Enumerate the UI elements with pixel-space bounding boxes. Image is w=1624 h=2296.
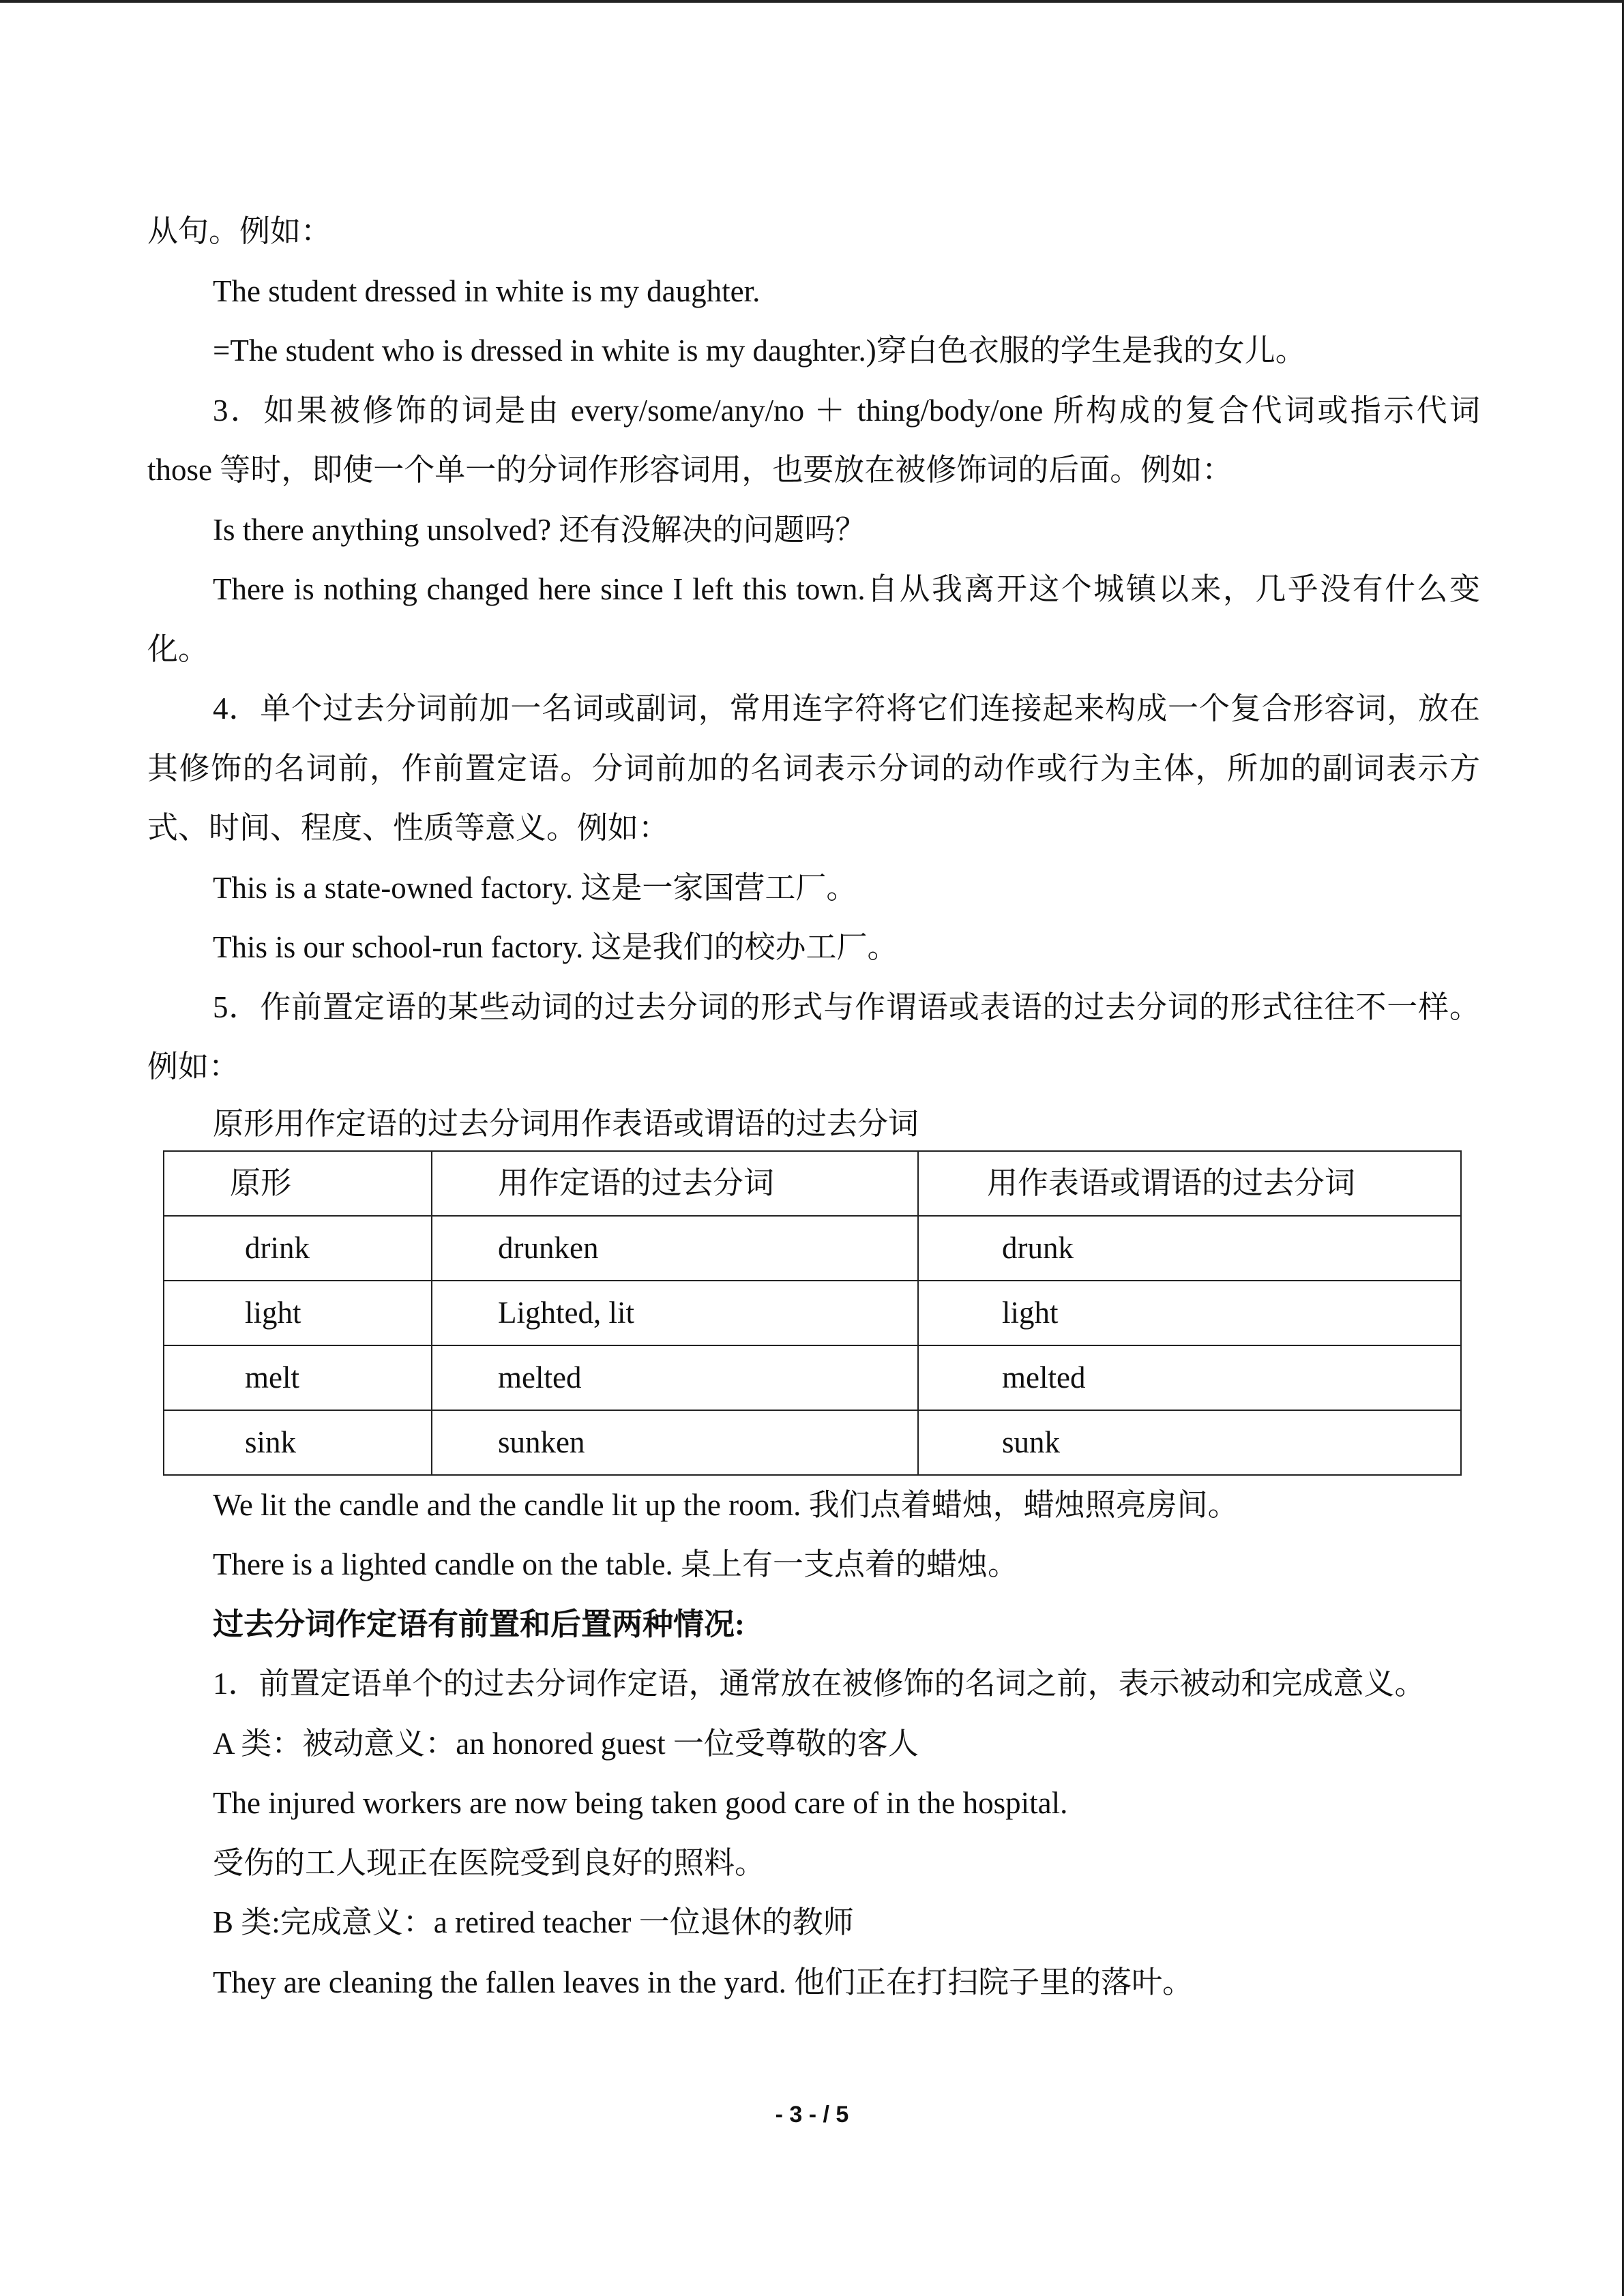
- table-header-row: [164, 1151, 1461, 1216]
- table-cell: melt: [164, 1345, 432, 1410]
- table-cell: Lighted, lit: [432, 1281, 918, 1345]
- table-header-cell: 用作表语或谓语的过去分词: [918, 1151, 1461, 1216]
- section-heading: 过去分词作定语有前置和后置两种情况:: [213, 1607, 745, 1641]
- paragraph: 受伤的工人现正在医院受到良好的照料。: [213, 1845, 766, 1880]
- table-cell: light: [164, 1281, 432, 1345]
- page-number: - 3 - / 5: [775, 2102, 849, 2128]
- paragraph: There is nothing changed here since I left this town.自从我离开这个城镇以来，几乎没有什么变化。: [147, 572, 1480, 666]
- table-cell: melted: [432, 1345, 918, 1410]
- paragraph: 5．作前置定语的某些动词的过去分词的形式与作谓语或表语的过去分词的形式往往不一样。例如：: [147, 989, 1480, 1084]
- paragraph: The injured workers are now being taken good care of in the hospital.: [213, 1786, 1068, 1820]
- paragraph: A 类：被动意义：an honored guest 一位受尊敬的客人: [213, 1726, 919, 1761]
- table-row: [164, 1281, 1461, 1345]
- paragraph: 4．单个过去分词前加一名词或副词，常用连字符将它们连接起来构成一个复合形容词，放在其修饰的名词前，作前置定语。分词前加的名词表示分词的动作或行为主体，所加的副词表示方式、时间、程度、性质等意义。例如：: [147, 691, 1480, 845]
- document-page: [147, 202, 1480, 2012]
- table-cell: light: [918, 1281, 1461, 1345]
- table-caption: 原形用作定语的过去分词用作表语或谓语的过去分词: [213, 1106, 919, 1141]
- table-row: [164, 1345, 1461, 1410]
- table-row: [164, 1216, 1461, 1281]
- paragraph: 从句。例如：: [147, 214, 332, 248]
- paragraph: =The student who is dressed in white is my daughter.)穿白色衣服的学生是我的女儿。: [213, 333, 1306, 368]
- table-cell: drunk: [918, 1216, 1461, 1281]
- paragraph: This is our school-run factory. 这是我们的校办工厂。: [213, 930, 898, 964]
- participle-table: [163, 1150, 1462, 1476]
- paragraph: Is there anything unsolved? 还有没解决的问题吗？: [213, 512, 866, 547]
- paragraph: There is a lighted candle on the table. 桌上有一支点着的蜡烛。: [213, 1547, 1018, 1581]
- paragraph: We lit the candle and the candle lit up the room. 我们点着蜡烛，蜡烛照亮房间。: [213, 1487, 1239, 1522]
- table-cell: drink: [164, 1216, 432, 1281]
- paragraph: They are cleaning the fallen leaves in the yard. 他们正在打扫院子里的落叶。: [213, 1965, 1194, 1999]
- table-container: [147, 1150, 1480, 1476]
- table-header-cell: 原形: [164, 1151, 432, 1216]
- paragraph: B 类:完成意义：a retired teacher 一位退休的教师: [213, 1905, 854, 1939]
- table-row: [164, 1410, 1461, 1475]
- table-cell: drunken: [432, 1216, 918, 1281]
- table-cell: melted: [918, 1345, 1461, 1410]
- table-cell: sunken: [432, 1410, 918, 1475]
- paragraph: 3．如果被修饰的词是由 every/some/any/no ＋ thing/body/one 所构成的复合代词或指示代词 those 等时，即使一个单一的分词作形容词用，也要放在被修饰词的后面。例如：: [147, 393, 1480, 487]
- paragraph: The student dressed in white is my daughter.: [213, 273, 761, 308]
- paragraph: This is a state-owned factory. 这是一家国营工厂。: [213, 870, 857, 905]
- paragraph: 1．前置定语单个的过去分词作定语，通常放在被修饰的名词之前，表示被动和完成意义。: [213, 1667, 1426, 1701]
- table-cell: sink: [164, 1410, 432, 1475]
- table-cell: sunk: [918, 1410, 1461, 1475]
- table-header-cell: 用作定语的过去分词: [432, 1151, 918, 1216]
- top-border: [0, 0, 1624, 3]
